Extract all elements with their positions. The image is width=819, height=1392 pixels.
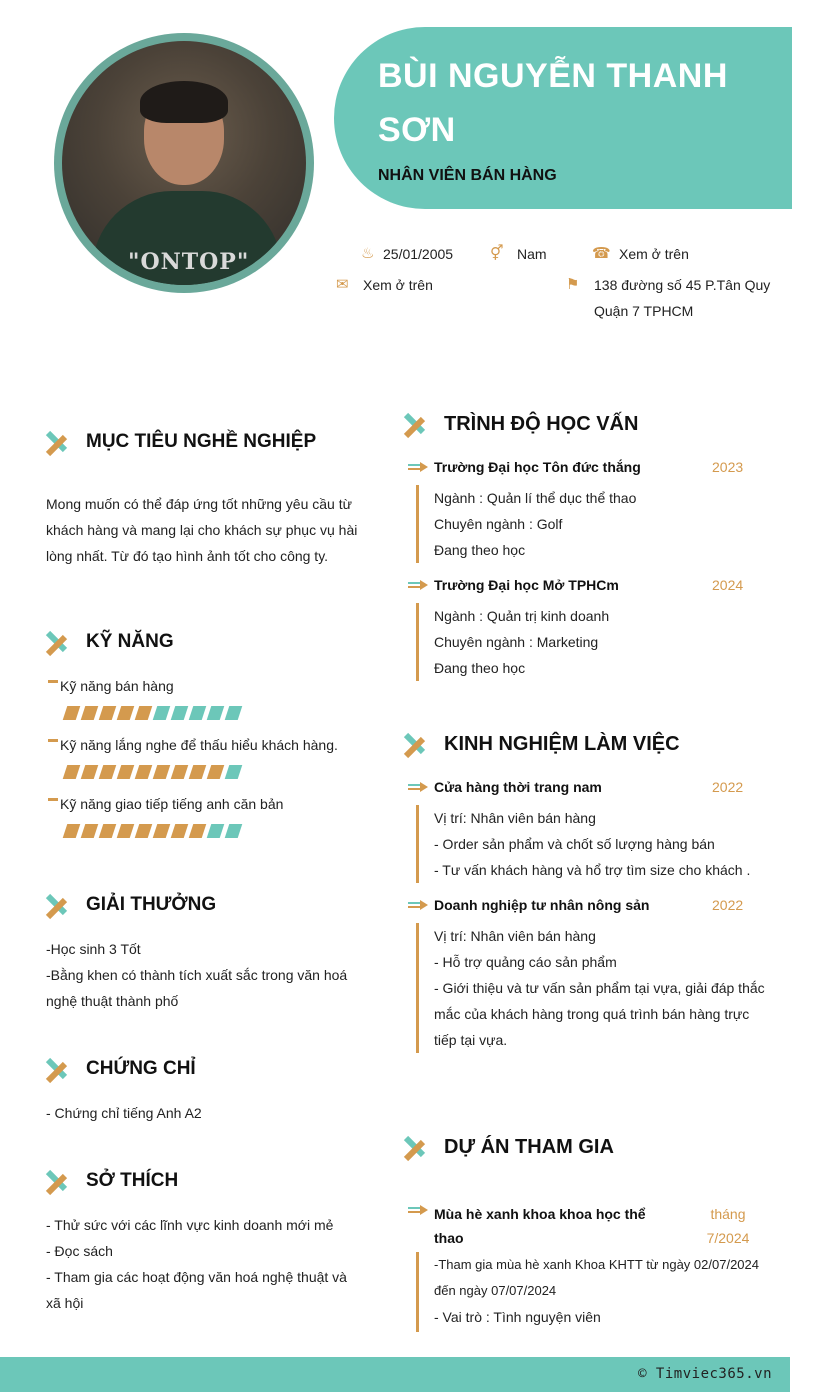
footer-credit: © Timviec365.vn — [638, 1366, 772, 1382]
awards-heading — [48, 884, 216, 926]
project-date-line: 7/2024 — [706, 1230, 750, 1246]
skill-level-bar — [65, 824, 240, 838]
detail-line: - Vai trò : Tình nguyện viên — [434, 1309, 601, 1325]
education-details — [434, 603, 609, 681]
education-details — [434, 485, 636, 563]
certificates-text — [46, 1100, 366, 1126]
chevron-icon — [48, 884, 76, 926]
company-name: Doanh nghiệp tư nhân nông sản — [434, 897, 650, 913]
cake-icon: ♨ — [361, 245, 375, 262]
section-title: CHỨNG CHỈ — [86, 1058, 196, 1079]
skill-segment — [81, 765, 99, 779]
experience-entry-title — [408, 897, 649, 913]
school-name: Trường Đại học Mở TPHCm — [434, 577, 619, 593]
skill-segment — [117, 765, 135, 779]
experience-entry-title — [408, 779, 602, 795]
phone-value: Xem ở trên — [619, 246, 689, 262]
detail-line: Đang theo học — [434, 660, 526, 676]
school-name: Trường Đại học Tôn đức thắng — [434, 459, 641, 475]
timeline-bar — [416, 485, 419, 563]
chevron-icon — [406, 403, 434, 445]
detail-line: tiếp tại vựa. — [434, 1032, 508, 1048]
experience-year: 2022 — [712, 779, 744, 795]
education-entry-title — [408, 459, 641, 475]
project-date-line: tháng — [710, 1206, 746, 1222]
detail-line: đến ngày 07/07/2024 — [434, 1283, 557, 1298]
skill-label: Kỹ năng giao tiếp tiếng anh căn bản — [60, 796, 284, 812]
hobby-line: xã hội — [46, 1295, 84, 1311]
skill-segment — [171, 706, 189, 720]
name-banner — [334, 27, 792, 209]
detail-line: - Order sản phẩm và chốt số lượng hàng bán — [434, 836, 715, 852]
certificate-line: - Chứng chỉ tiếng Anh A2 — [46, 1105, 202, 1121]
skill-segment — [189, 706, 207, 720]
arrow-right-icon — [408, 1205, 430, 1215]
skill-segment — [225, 824, 243, 838]
objective-line: khách hàng và mang lại cho khách sự phục vụ hài — [46, 522, 358, 538]
address-line-2: Quận 7 TPHCM — [594, 303, 694, 319]
detail-line: - Tư vấn khách hàng và hổ trợ tìm size cho khách . — [434, 862, 751, 878]
skill-segment — [207, 706, 225, 720]
map-icon: ⚑ — [566, 276, 580, 293]
detail-line: Chuyên ngành : Golf — [434, 516, 563, 532]
timeline-bar — [416, 923, 419, 1053]
chevron-icon — [48, 621, 76, 663]
skill-segment — [99, 765, 117, 779]
experience-details — [434, 805, 750, 883]
skill-segment — [207, 765, 225, 779]
project-name-text: Mùa hè xanh khoa khoa học thể — [434, 1206, 646, 1222]
mail-icon: ✉ — [336, 276, 349, 293]
skill-segment — [135, 706, 153, 720]
section-title: GIẢI THƯỞNG — [86, 894, 217, 915]
chevron-icon — [406, 723, 434, 765]
arrow-right-icon — [408, 900, 430, 910]
section-title: KINH NGHIỆM LÀM VIỆC — [444, 732, 680, 755]
skill-item — [48, 737, 338, 753]
timeline-bar — [416, 1252, 419, 1332]
award-line: -Bằng khen có thành tích xuất sắc trong văn hoá — [46, 967, 348, 983]
detail-line: Vị trí: Nhân viên bán hàng — [434, 810, 596, 826]
experience-heading — [406, 723, 680, 765]
skill-segment — [117, 706, 135, 720]
email-value: Xem ở trên — [363, 277, 433, 293]
detail-line: - Hỗ trợ quảng cáo sản phẩm — [434, 954, 617, 970]
education-year: 2024 — [712, 577, 744, 593]
detail-line: Ngành : Quản lí thể dục thể thao — [434, 490, 637, 506]
hobby-line: - Tham gia các hoạt động văn hoá nghệ thuật và — [46, 1269, 347, 1285]
chevron-icon — [48, 421, 76, 463]
objective-heading — [48, 421, 316, 463]
chevron-icon — [48, 1048, 76, 1090]
address-line-1: 138 đường số 45 P.Tân Quy — [594, 277, 771, 293]
education-heading — [406, 403, 638, 445]
info-address — [566, 272, 770, 324]
skill-segment — [153, 706, 171, 720]
dash-icon — [48, 680, 58, 683]
project-name — [434, 1202, 662, 1250]
timeline-bar — [416, 805, 419, 883]
detail-line: mắc của khách hàng trong quá trình bán hàng trực — [434, 1006, 750, 1022]
hobbies-heading — [48, 1160, 178, 1202]
info-email — [336, 272, 433, 298]
skill-segment — [225, 706, 243, 720]
skill-label: Kỹ năng bán hàng — [60, 678, 174, 694]
detail-line: Đang theo học — [434, 542, 526, 558]
profile-photo-frame — [54, 33, 314, 293]
birthday-value: 25/01/2005 — [383, 246, 454, 262]
skill-segment — [207, 824, 225, 838]
education-year: 2023 — [712, 459, 744, 475]
skill-segment — [117, 824, 135, 838]
skill-segment — [171, 765, 189, 779]
info-birthday — [361, 241, 453, 267]
skill-label: Kỹ năng lắng nghe để thấu hiểu khách hàng. — [60, 737, 338, 753]
skill-segment — [63, 765, 81, 779]
skill-segment — [99, 706, 117, 720]
section-title: SỞ THÍCH — [86, 1170, 179, 1191]
hobbies-text — [46, 1212, 366, 1316]
chevron-icon — [406, 1126, 434, 1168]
awards-text — [46, 936, 366, 1014]
photo-hair — [140, 81, 228, 123]
skills-heading — [48, 621, 174, 663]
objective-line: Mong muốn có thể đáp ứng tốt những yêu cầu từ — [46, 496, 352, 512]
project-name-line-2: thao — [434, 1230, 464, 1246]
dash-icon — [48, 739, 58, 742]
skill-item — [48, 796, 283, 812]
experience-year: 2022 — [712, 897, 744, 913]
skill-item — [48, 678, 174, 694]
timeline-bar — [416, 603, 419, 681]
section-title: TRÌNH ĐỘ HỌC VẤN — [444, 412, 639, 435]
education-entry-title — [408, 577, 619, 593]
project-name-line-1 — [434, 1202, 662, 1226]
award-line: nghệ thuật thành phố — [46, 993, 179, 1009]
phone-icon: ☎ — [592, 245, 611, 262]
projects-heading — [406, 1126, 614, 1168]
skill-segment — [81, 824, 99, 838]
arrow-right-icon — [408, 580, 430, 590]
detail-line: Vị trí: Nhân viên bán hàng — [434, 928, 596, 944]
detail-line: - Giới thiệu và tư vấn sản phẩm tại vựa, giải đáp thắc — [434, 980, 765, 996]
skill-segment — [63, 824, 81, 838]
skill-segment — [189, 765, 207, 779]
photo-shirt-text: "ONTOP" — [128, 249, 250, 275]
arrow-right-icon — [408, 782, 430, 792]
certificates-heading — [48, 1048, 196, 1090]
detail-line: Ngành : Quản trị kinh doanh — [434, 608, 610, 624]
project-entry-title — [408, 1202, 662, 1250]
project-details — [434, 1252, 759, 1330]
skill-segment — [99, 824, 117, 838]
candidate-role: NHÂN VIÊN BÁN HÀNG — [378, 167, 557, 184]
detail-line: -Tham gia mùa hè xanh Khoa KHTT từ ngày 02/07/2024 — [434, 1257, 759, 1272]
candidate-name: BÙI NGUYỄN THANH SƠN — [378, 57, 728, 149]
footer-bar — [0, 1357, 790, 1392]
objective-line: lòng nhất. Từ đó tạo hình ảnh tốt cho công ty. — [46, 548, 329, 564]
skill-segment — [81, 706, 99, 720]
arrow-right-icon — [408, 462, 430, 472]
skill-segment — [225, 765, 243, 779]
profile-photo — [62, 41, 306, 285]
experience-details — [434, 923, 770, 1053]
project-date — [704, 1202, 752, 1250]
dash-icon — [48, 798, 58, 801]
gender-value: Nam — [517, 246, 547, 262]
section-title: KỸ NĂNG — [86, 631, 174, 652]
skill-segment — [63, 706, 81, 720]
info-phone — [592, 241, 689, 267]
skill-level-bar — [65, 765, 240, 779]
detail-line: Chuyên ngành : Marketing — [434, 634, 599, 650]
company-name: Cửa hàng thời trang nam — [434, 779, 602, 795]
skill-segment — [153, 824, 171, 838]
section-title: DỰ ÁN THAM GIA — [444, 1135, 614, 1158]
award-line: -Học sinh 3 Tốt — [46, 941, 141, 957]
section-title: MỤC TIÊU NGHỀ NGHIỆP — [86, 431, 317, 452]
skill-segment — [135, 824, 153, 838]
skill-segment — [189, 824, 207, 838]
hobby-line: - Thử sức với các lĩnh vực kinh doanh mới mẻ — [46, 1217, 334, 1233]
skill-segment — [135, 765, 153, 779]
gender-icon: ⚥ — [490, 245, 504, 262]
hobby-line: - Đọc sách — [46, 1243, 113, 1259]
address-value — [594, 272, 770, 324]
skill-segment — [171, 824, 189, 838]
skill-level-bar — [65, 706, 240, 720]
chevron-icon — [48, 1160, 76, 1202]
info-gender — [490, 241, 547, 267]
skill-segment — [153, 765, 171, 779]
objective-text — [46, 491, 366, 569]
